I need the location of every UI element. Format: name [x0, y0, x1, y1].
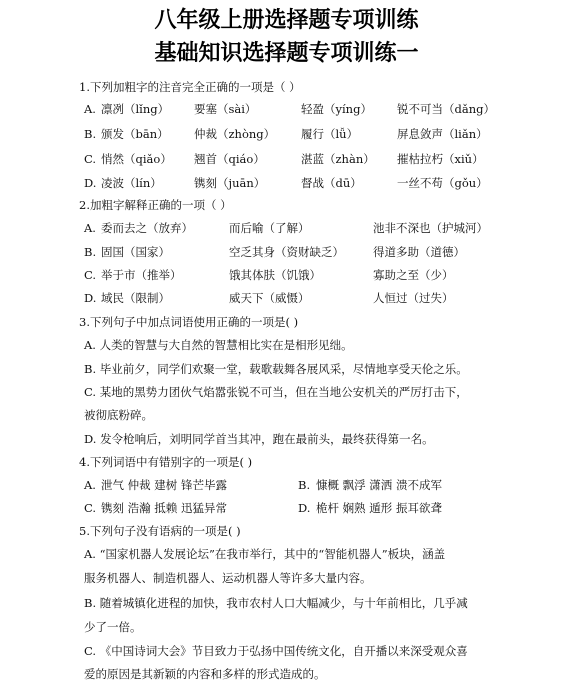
- question-4-stem: 4.下列词语中有错别字的一项是( ): [79, 455, 253, 469]
- option-label: D.: [84, 291, 97, 305]
- question-5-option-c: C. 《中国诗词大会》节目致力于弘扬中国传统文化，自开播以来深受观众喜: [84, 644, 468, 658]
- question-1-option-d: [84, 175, 488, 191]
- option-item: 颁发（bān）: [101, 127, 169, 141]
- option-label: A.: [84, 478, 96, 492]
- option-label: A.: [84, 102, 96, 116]
- option-label: C.: [84, 268, 97, 282]
- page-title: 八年级上册选择题专项训练: [154, 8, 419, 33]
- option-item: 屏息敛声（liǎn）: [397, 127, 488, 141]
- option-item: 空乏其身（资财缺乏）: [229, 245, 344, 259]
- option-label: A.: [84, 221, 96, 235]
- option-item: 履行（lǚ）: [301, 127, 359, 141]
- question-1-option-a: [84, 101, 495, 117]
- option-item: 摧枯拉朽（xiǔ）: [397, 152, 484, 166]
- option-item: 池非不深也（护城河）: [373, 221, 488, 235]
- question-3-stem: 3.下列句子中加点词语使用正确的一项是( ): [79, 315, 299, 329]
- question-1-option-b: [84, 126, 488, 142]
- question-1-stem: 1.下列加粗字的注音完全正确的一项是（ ）: [79, 80, 301, 94]
- question-2-option-a: [84, 220, 488, 236]
- option-item: 锐不可当（dǎng）: [397, 102, 495, 116]
- option-words: 慷概 飘浮 潇洒 溃不成军: [316, 478, 442, 492]
- option-label: C.: [84, 501, 97, 515]
- question-4-options-ab: [84, 477, 442, 493]
- option-label: B.: [84, 127, 97, 141]
- option-item: 而后喻（了解）: [229, 221, 310, 235]
- question-3-option-a: A. 人类的智慧与大自然的智慧相比实在是相形见绌。: [84, 338, 353, 352]
- option-item: 饿其体肤（饥饿）: [229, 268, 321, 282]
- option-words: 泄气 仲裁 建树 锋芒毕露: [101, 478, 227, 492]
- question-5-option-a-continued: 服务机器人、制造机器人、运动机器人等许多大量内容。: [84, 571, 372, 585]
- option-item: 凛冽（lǐng）: [101, 102, 170, 116]
- question-3-option-b: B. 毕业前夕，同学们欢聚一堂，载歌载舞各展风采，尽情地享受天伦之乐。: [84, 362, 468, 376]
- question-2-stem: 2.加粗字解释正确的一项（ ）: [79, 198, 232, 212]
- option-words: 镌刻 浩瀚 抵赖 迅猛异常: [101, 501, 227, 515]
- option-item: 悄然（qiǎo）: [101, 152, 172, 166]
- question-2-option-b: [84, 244, 465, 260]
- option-item: 一丝不苟（gǒu）: [397, 176, 488, 190]
- question-1-option-c: [84, 151, 484, 167]
- option-label: B.: [298, 478, 311, 492]
- option-item: 人恒过（过失）: [373, 291, 454, 305]
- option-item: 举于市（推举）: [101, 268, 182, 282]
- option-item: 轻盈（yíng）: [301, 102, 372, 116]
- option-item: 湛蓝（zhàn）: [301, 152, 375, 166]
- option-item: 翘首（qiáo）: [194, 152, 265, 166]
- option-item: 委而去之（放弃）: [101, 221, 193, 235]
- option-item: 固国（国家）: [101, 245, 170, 259]
- option-item: 威天下（威慑）: [229, 291, 310, 305]
- option-item: 寡助之至（少）: [373, 268, 454, 282]
- question-5-option-c-continued: 爱的原因是其新颖的内容和多样的形式造成的。: [84, 667, 326, 681]
- option-label: D.: [298, 501, 311, 515]
- option-item: 得道多助（道德）: [373, 245, 465, 259]
- option-item: 凌波（lín）: [101, 176, 162, 190]
- option-label: D.: [84, 176, 97, 190]
- option-item: 域民（限制）: [101, 291, 170, 305]
- option-item: 仲裁（zhòng）: [194, 127, 276, 141]
- question-3-option-c: C. 某地的黑势力团伙气焰嚣张锐不可当，但在当地公安机关的严厉打击下，: [84, 385, 468, 399]
- option-item: 督战（dū）: [301, 176, 362, 190]
- option-label: B.: [84, 245, 97, 259]
- option-words: 桅杆 娴熟 遁形 振耳欲聋: [316, 501, 442, 515]
- option-label: C.: [84, 152, 97, 166]
- question-5-option-a: A. “国家机器人发展论坛”在我市举行，其中的“智能机器人”板块，涵盖: [84, 547, 446, 561]
- question-5-option-b: B. 随着城镇化进程的加快，我市农村人口大幅减少，与十年前相比，几乎减: [84, 596, 468, 610]
- option-item: 镌刻（juān）: [194, 176, 266, 190]
- question-2-option-c: [84, 267, 454, 283]
- question-5-option-b-continued: 少了一倍。: [84, 620, 142, 634]
- question-3-option-c-continued: 被彻底粉碎。: [84, 408, 153, 422]
- question-2-option-d: [84, 290, 454, 306]
- question-4-options-cd: [84, 500, 442, 516]
- question-5-stem: 5.下列句子没有语病的一项是( ): [79, 524, 241, 538]
- question-3-option-d: D. 发令枪响后，刘明同学首当其冲，跑在最前头，最终获得第一名。: [84, 432, 434, 446]
- option-item: 要塞（sài）: [194, 102, 257, 116]
- page-subtitle: 基础知识选择题专项训练一: [154, 41, 419, 66]
